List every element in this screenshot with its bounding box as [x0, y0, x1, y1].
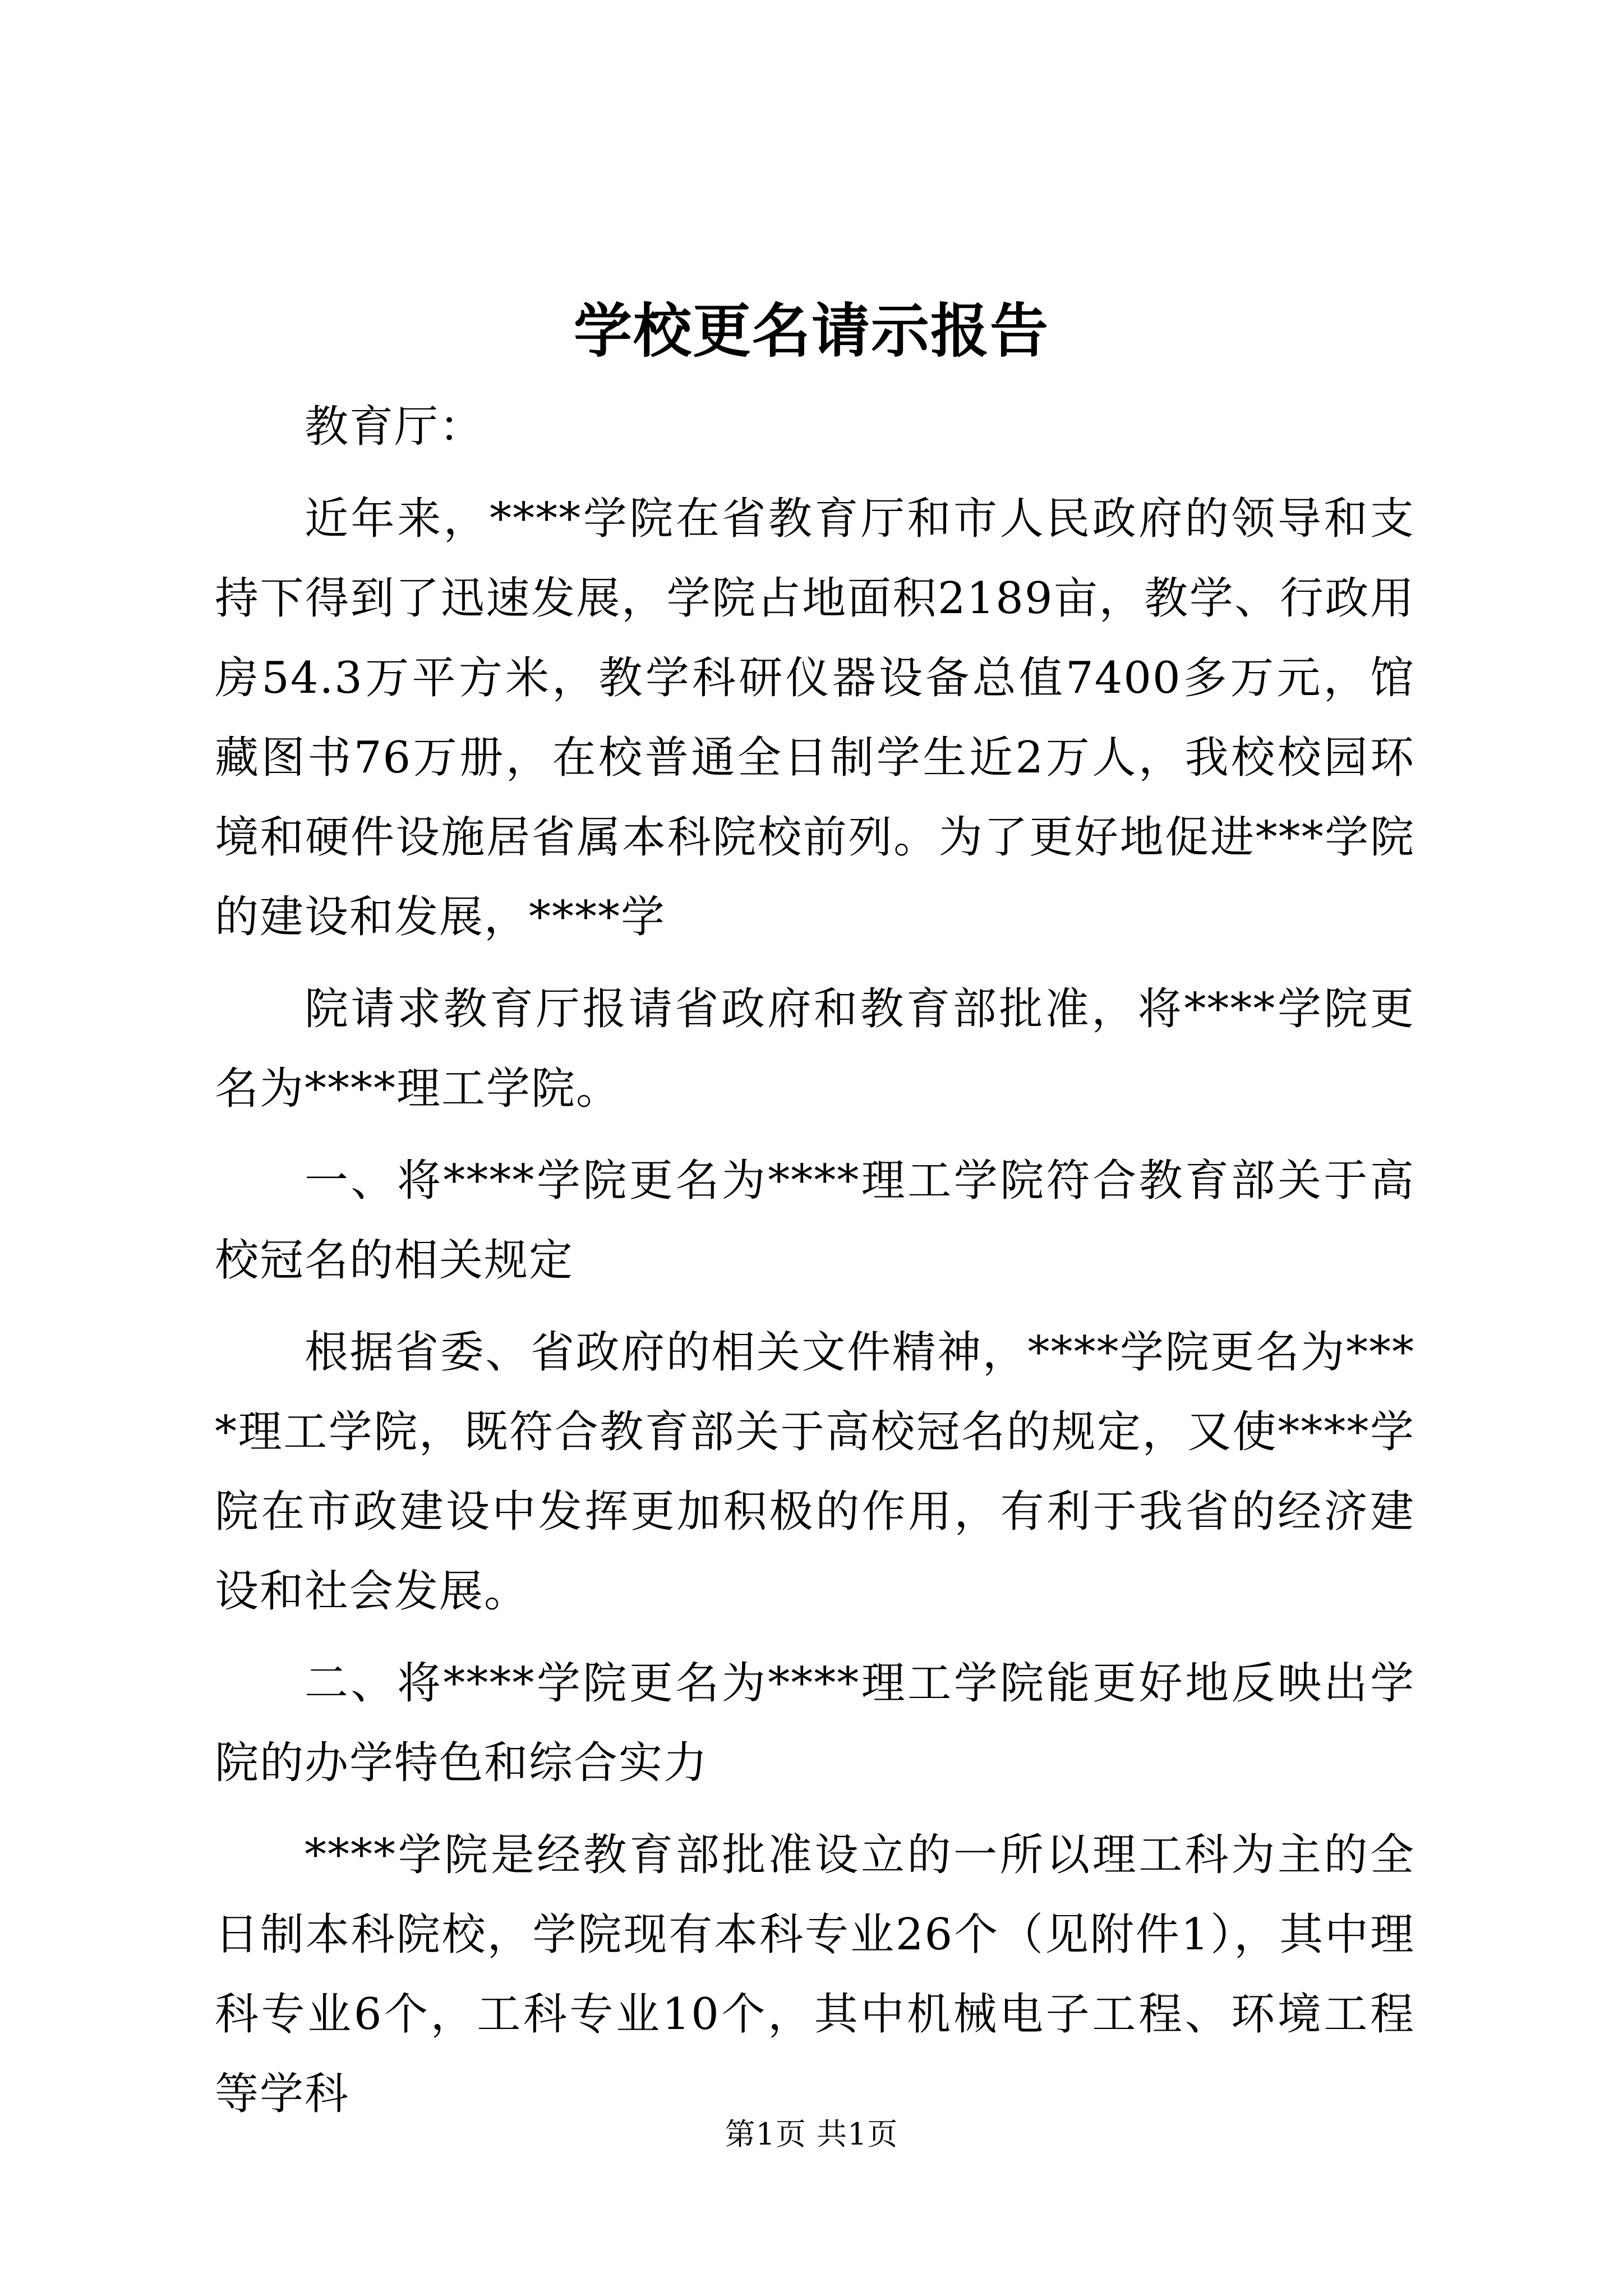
paragraph-section-2: ****学院是经教育部批准设立的一所以理工科为主的全日制本科院校，学院现有本科专业26个（见附件1），其中理科专业6个，工科专业10个，其中机械电子工程、环境工程等学科: [215, 1830, 1415, 2119]
section-heading-1: 一、将****学院更名为****理工学院符合教育部关于高校冠名的相关规定: [215, 1156, 1415, 1286]
document-body: [215, 387, 1415, 2134]
page-footer: 第1页 共1页: [725, 2116, 898, 2152]
salutation: 教育厅：: [305, 402, 485, 452]
section-heading-2: 二、将****学院更名为****理工学院能更好地反映出学院的办学特色和综合实力: [215, 1658, 1415, 1788]
paragraph-request: 院请求教育厅报请省政府和教育部批准，将****学院更名为****理工学院。: [215, 984, 1415, 1114]
paragraph-section-1: 根据省委、省政府的相关文件精神，****学院更名为****理工学院，既符合教育部关于高校冠名的规定，又使****学院在市政建设中发挥更加积极的作用，有利于我省的经济建设和社会发展。: [215, 1327, 1415, 1617]
paragraph-intro: 近年来，****学院在省教育厅和市人民政府的领导和支持下得到了迅速发展，学院占地面积2189亩，教学、行政用房54.3万平方米，教学科研仪器设备总值7400多万元，馆藏图书76万册，在校普通全日制学生近2万人，我校校园环境和硬件设施居省属本科院校前列。为了更好地促进***学院的建设和发展，****学: [215, 494, 1415, 942]
document-title: 学校更名请示报告: [573, 296, 1049, 365]
